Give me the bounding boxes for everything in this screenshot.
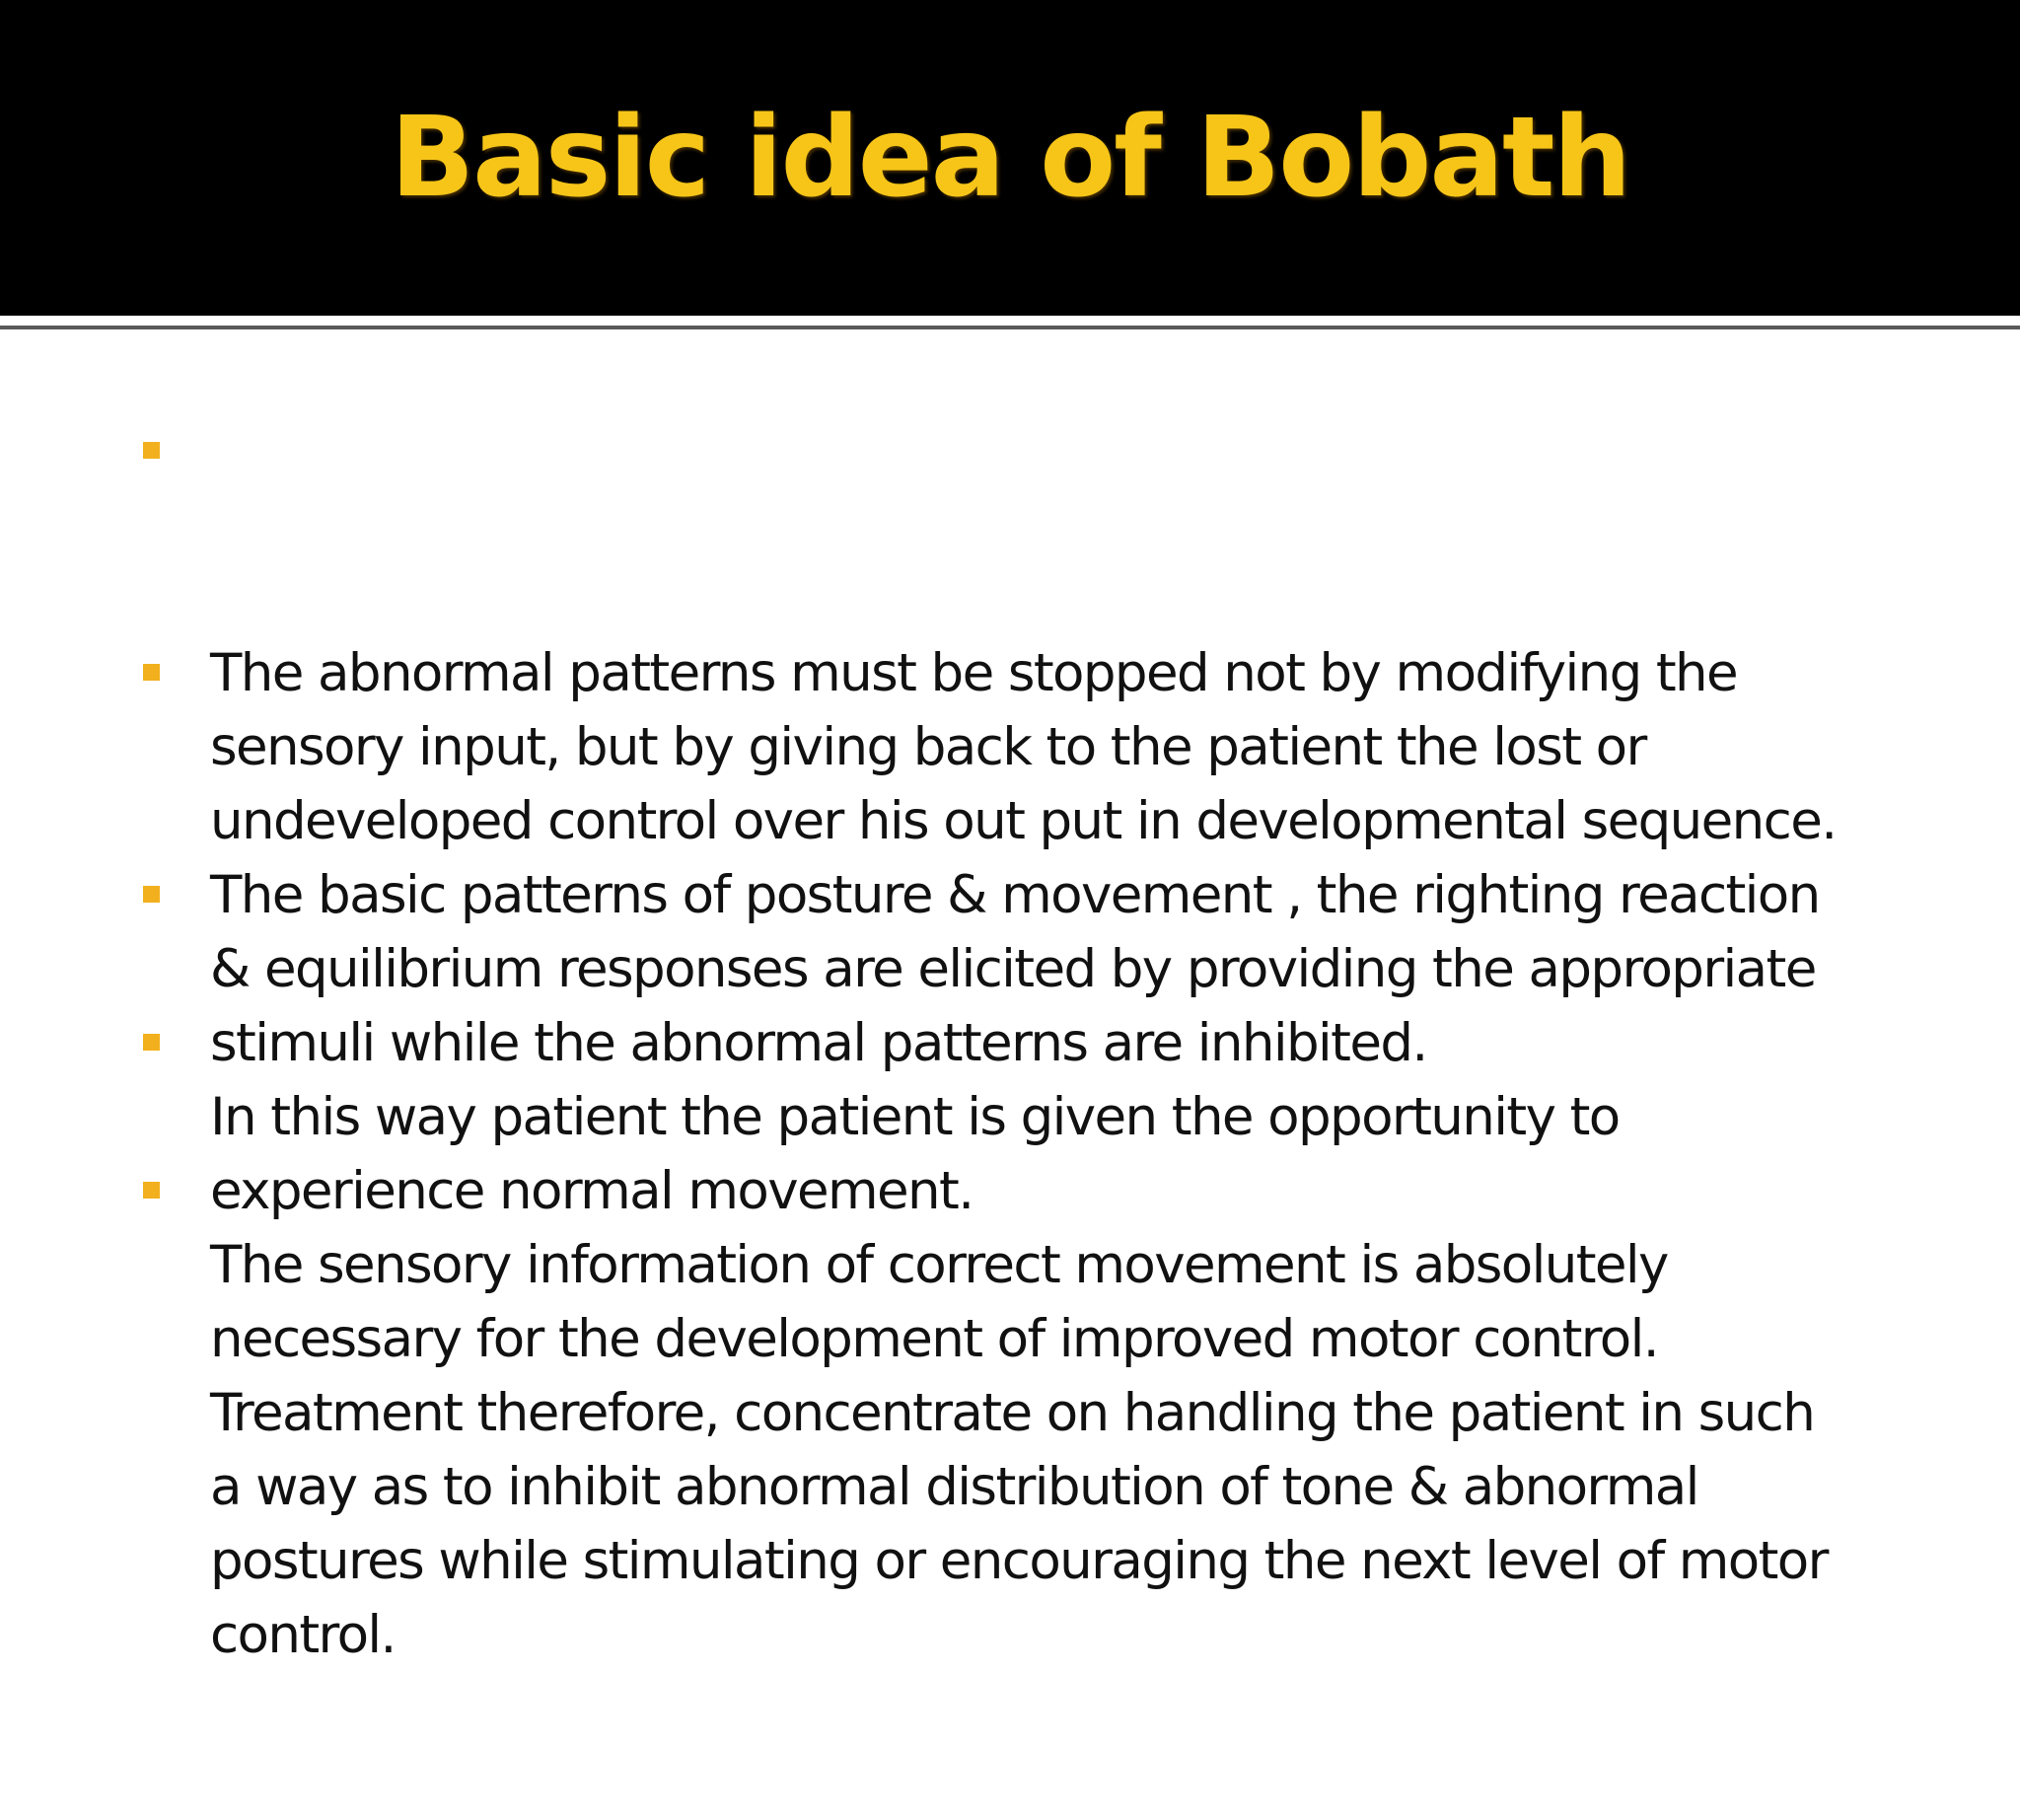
square-bullet-icon (143, 664, 160, 681)
title-divider-dark (0, 326, 2020, 329)
bullet-text: Treatment therefore, concentrate on handling the patient in such a way as to inhibit abnormal distribution of tone & abnormal postures while stimulating or encouraging the next level of motor control. (210, 1383, 1828, 1665)
bullet-item (210, 1154, 1995, 1820)
square-bullet-icon (143, 1182, 160, 1199)
bullet-text: In this way patient the patient is given the opportunity to experience normal movement. (210, 1087, 1620, 1221)
slide-title: Basic idea of Bobath (390, 94, 1630, 222)
square-bullet-icon (143, 1034, 160, 1051)
title-divider-light (0, 316, 2020, 326)
square-bullet-icon (143, 442, 160, 459)
square-bullet-icon (143, 886, 160, 903)
bullet-text: The abnormal patterns must be stopped not by modifying the sensory input, but by giving back to the patient the lost or undeveloped control over his out put in developmental sequence. (210, 643, 1837, 851)
bullet-text: The basic patterns of posture & movement , the righting reaction & equilibrium responses are elicited by providing the appropriate stimuli while the abnormal patterns are inhibited. (210, 865, 1820, 1073)
bullet-text: The sensory information of correct movement is absolutely necessary for the development of improved motor control. (210, 1235, 1668, 1369)
